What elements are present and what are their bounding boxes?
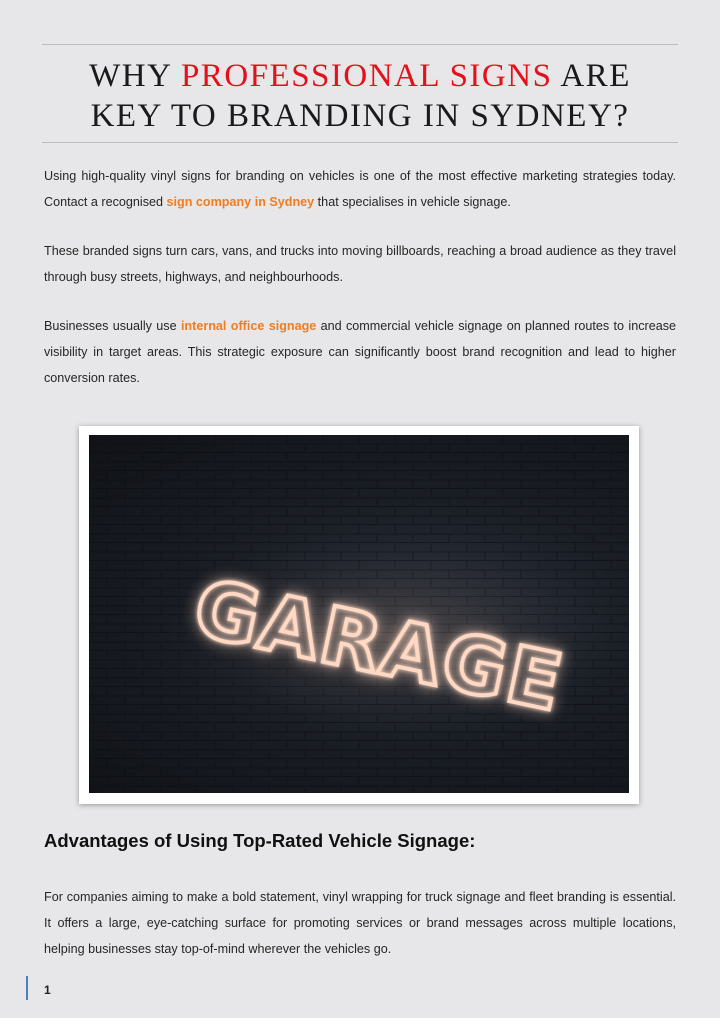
intro-text-start: Using high-quality vinyl signs for branding on vehicles is one of the most effective marketing strategies today. Contact a recognised bbox=[44, 169, 676, 209]
photo-frame bbox=[79, 426, 639, 804]
intro-paragraph bbox=[44, 163, 676, 215]
intro-text-end: that specialises in vehicle signage. bbox=[314, 195, 511, 209]
advantages-paragraph: For companies aiming to make a bold statement, vinyl wrapping for truck signage and fleet branding is essential. It offers a large, eye-catching surface for promoting services or brand messages across multiple locations, helping businesses stay top-of-mind wherever the vehicles go. bbox=[44, 890, 676, 956]
title-rule-top bbox=[42, 44, 678, 45]
neon-sign-text: GARAGE bbox=[186, 563, 572, 730]
sign-company-link[interactable]: sign company in Sydney bbox=[166, 195, 315, 209]
page-title bbox=[42, 56, 678, 136]
title-line2: KEY TO BRANDING IN SYDNEY? bbox=[90, 98, 630, 134]
visibility-paragraph bbox=[44, 313, 676, 391]
internal-office-signage-link[interactable]: internal office signage bbox=[180, 319, 317, 333]
title-accent: PROFESSIONAL SIGNS bbox=[180, 58, 553, 94]
page-number: 1 bbox=[44, 983, 51, 997]
visibility-text-end: and commercial vehicle signage on planned routes to increase visibility in target areas. This strategic exposure can significantly boost brand recognition and lead to higher conversion rates. bbox=[44, 319, 677, 385]
page-marker bbox=[26, 976, 28, 1000]
visibility-text-start: Businesses usually use bbox=[44, 319, 181, 333]
neon-sign-illustration bbox=[89, 435, 629, 793]
title-suffix: ARE bbox=[552, 58, 631, 94]
title-rule-bottom bbox=[42, 142, 678, 143]
title-prefix: WHY bbox=[89, 58, 181, 94]
garage-neon-sign-photo bbox=[89, 435, 629, 793]
billboards-paragraph: These branded signs turn cars, vans, and trucks into moving billboards, reaching a broad audience as they travel through busy streets, highways, and neighbourhoods. bbox=[44, 244, 676, 284]
section-heading: Advantages of Using Top-Rated Vehicle Signage: bbox=[44, 830, 476, 851]
